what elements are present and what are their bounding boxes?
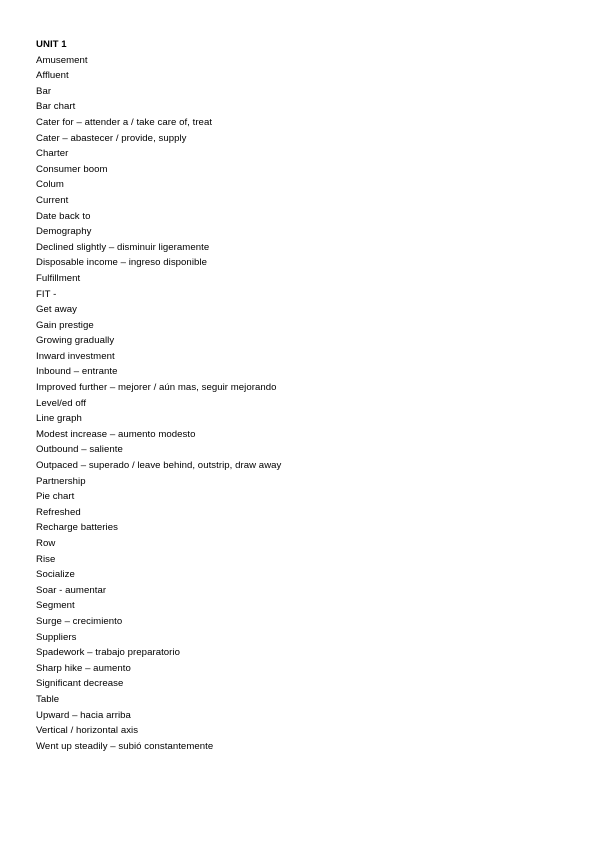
vocab-item: Demography [36,226,92,238]
vocabulary-list [36,53,576,755]
vocab-item: Refreshed [36,506,81,518]
vocab-item: Improved further – mejorer / aún mas, seguir mejorando [36,382,277,394]
vocab-item: Sharp hike – aumento [36,662,131,674]
vocab-item: Inbound – entrante [36,366,118,378]
vocab-item: Outpaced – superado / leave behind, outstrip, draw away [36,460,282,472]
unit-heading: UNIT 1 [36,39,67,50]
vocab-item: Inward investment [36,350,115,362]
vocab-item: Current [36,194,69,206]
vocab-item: Upward – hacia arriba [36,709,131,721]
vocab-item: Bar [36,85,52,97]
vocab-item: Consumer boom [36,163,108,175]
vocab-item: Level/ed off [36,397,87,409]
vocab-item: Fulfillment [36,272,81,284]
vocab-item: Table [36,693,60,705]
vocab-item: Soar - aumentar [36,584,107,596]
vocab-item: Partnership [36,475,86,487]
vocab-item: Spadework – trabajo preparatorio [36,647,180,659]
vocab-item: Cater for – attender a / take care of, treat [36,116,213,128]
vocab-item: Modest increase – aumento modesto [36,428,196,440]
vocab-item: Line graph [36,413,82,425]
vocab-item: Suppliers [36,631,77,643]
vocab-item: Bar chart [36,101,76,113]
vocab-item: Outbound – saliente [36,444,123,456]
vocab-item: Segment [36,600,75,612]
vocab-item: FIT - [36,288,57,300]
vocab-item: Affluent [36,70,69,82]
vocab-item: Amusement [36,54,88,66]
vocab-item: Went up steadily – subió constantemente [36,740,214,752]
vocab-item: Vertical / horizontal axis [36,725,139,737]
vocab-item: Recharge batteries [36,522,118,534]
vocab-item: Get away [36,304,77,316]
vocab-item: Surge – crecimiento [36,615,123,627]
vocab-item: Significant decrease [36,678,124,690]
vocab-item: Date back to [36,210,91,222]
document-content [36,37,576,754]
vocab-item: Charter [36,148,69,160]
vocab-item: Declined slightly – disminuir ligeramente [36,241,210,253]
vocab-item: Cater – abastecer / provide, supply [36,132,187,144]
vocab-item: Rise [36,553,56,565]
vocab-item: Row [36,538,56,549]
vocab-item: Socialize [36,569,75,581]
vocab-item: Disposable income – ingreso disponible [36,257,207,269]
vocab-item: Gain prestige [36,319,94,331]
vocab-item: Pie chart [36,491,75,503]
vocab-item: Colum [36,179,64,191]
vocab-item: Growing gradually [36,335,115,347]
